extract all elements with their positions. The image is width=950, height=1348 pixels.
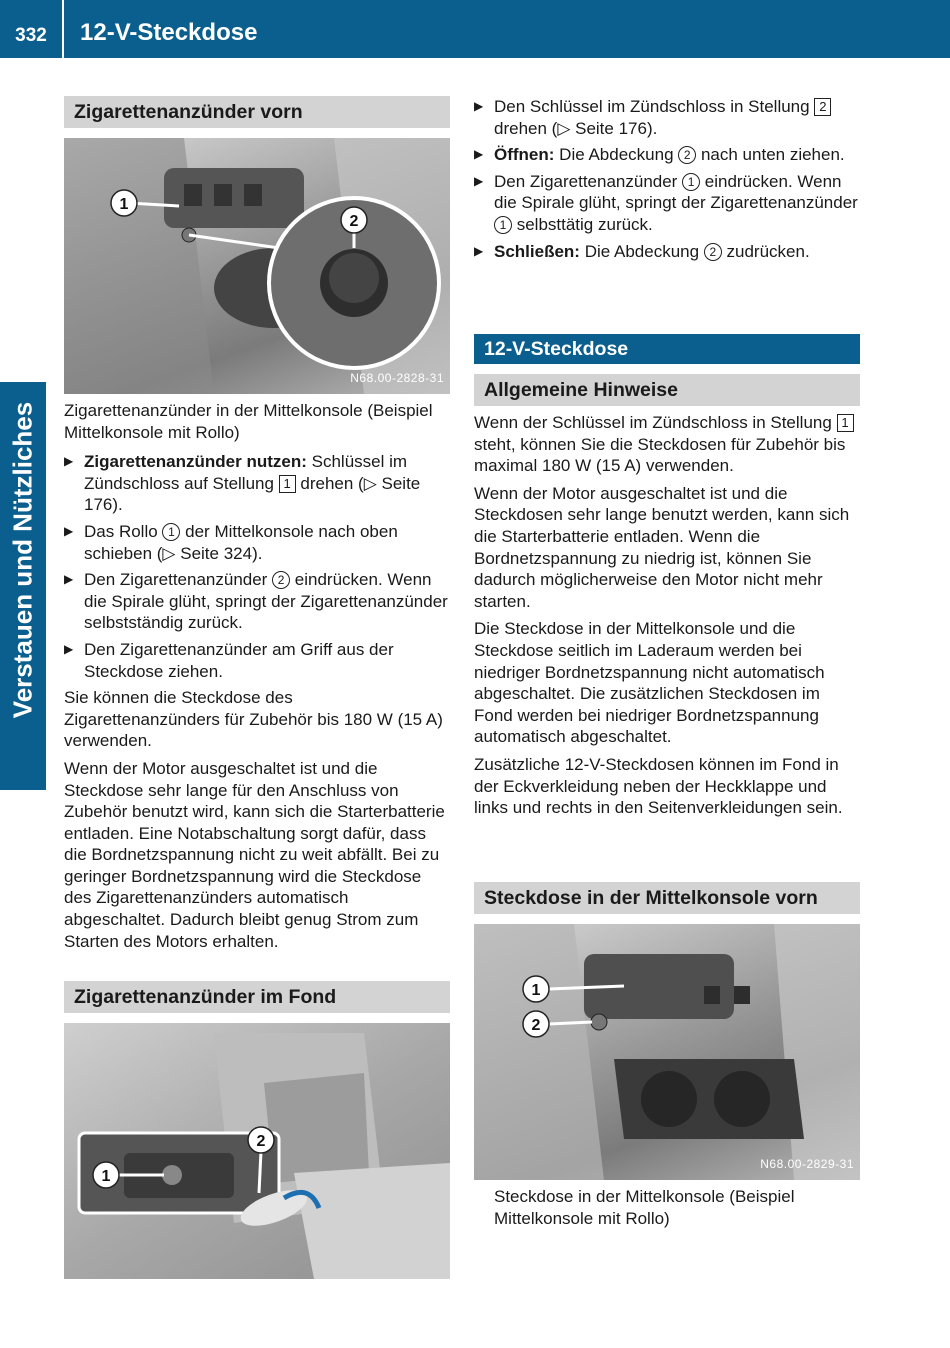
step-text: Die Abdeckung (579, 241, 704, 261)
callout-1: 1 (101, 1168, 111, 1185)
callout-2: 2 (256, 1133, 266, 1150)
instruction-list (474, 96, 860, 262)
circled-number: 2 (678, 146, 696, 164)
circled-number: 1 (494, 216, 512, 234)
right-column-lower (474, 882, 860, 1237)
step-label: Schließen: (494, 241, 580, 261)
right-column (474, 96, 860, 267)
step-text: Den Zigarettenanzünder (494, 171, 683, 191)
step-text: Den Zigarettenanzünder (84, 570, 273, 590)
list-item (64, 569, 450, 634)
image-caption: Zigarettenanzünder in der Mittelkonsole (Beispiel Mittelkonsole mit Rollo) (64, 401, 433, 442)
paragraph-text: steht, können Sie die Steckdosen für Zubehör bis maximal 180 W (15 A) verwenden. (474, 434, 846, 476)
image-code: N68.00-2828-31 (350, 371, 444, 386)
section-heading-12v: 12-V-Steckdose (474, 334, 860, 364)
side-chapter-label: Verstauen und Nützliches (7, 401, 38, 719)
page-title: 12-V-Steckdose (80, 19, 258, 46)
paragraph: Sie können die Steckdose des Zigarettenanzünders für Zubehör bis 180 W (15 A) verwenden. (64, 688, 443, 751)
image-caption: Steckdose in der Mittelkonsole (Beispiel Mittelkonsole mit Rollo) (494, 1187, 795, 1228)
step-text: Den Zigarettenanzünder am Griff aus der Steckdose ziehen. (84, 639, 394, 681)
step-text: eindrücken. Wenn die Spirale glüht, springt der Zigarettenanzünder selbstständig zurück. (84, 570, 448, 633)
header-divider (62, 0, 64, 58)
callout-2: 2 (531, 1017, 541, 1034)
list-item (474, 96, 860, 139)
step-text: Schlüssel im Zündschloss auf Stellung (84, 452, 408, 493)
section-heading-center-console-socket: Steckdose in der Mittelkonsole vorn (474, 882, 860, 914)
circled-number: 1 (162, 523, 180, 541)
circled-number: 2 (704, 243, 722, 261)
step-text: eindrücken. Wenn die Spirale glüht, springt der Zigarettenanzünder (494, 171, 858, 213)
step-text: der Mittelkonsole nach oben schieben (▷ Seite 324). (84, 521, 398, 563)
paragraph (474, 412, 860, 477)
photo-rear-lighter (64, 1023, 450, 1279)
photo-center-console-socket (474, 924, 860, 1180)
key-position-badge: 2 (814, 98, 831, 116)
callout-1: 1 (119, 196, 129, 213)
left-column-lower (64, 981, 450, 1279)
instruction-list (64, 451, 450, 682)
step-text: selbsttätig zurück. (512, 214, 653, 234)
step-text: Den Schlüssel im Zündschloss in Stellung (494, 97, 815, 116)
paragraph-text: Wenn der Schlüssel im Zündschloss in Stellung (474, 413, 837, 432)
list-item (64, 639, 450, 682)
list-item (64, 451, 450, 516)
step-label: Zigarettenanzünder nutzen: (84, 452, 307, 472)
paragraph: Wenn der Motor ausgeschaltet ist und die Steckdose sehr lange für den Anschluss von Zubehör benutzt wird, kann sich die Starterbatterie entladen. Eine Notabschaltung sorgt dafür, dass die Bordnetzspannung nicht zu weit abfällt. Bei zu geringer Bordnetzspannung wird die Steckdose des Zigarettenanzünders automatisch abgeschaltet. Dadurch bleibt genug Strom zum Starten des Motors erhalten. (64, 758, 445, 951)
section-heading-front-lighter: Zigarettenanzünder vorn (64, 96, 450, 128)
list-item (474, 241, 860, 263)
page-header (0, 0, 950, 58)
list-item (474, 171, 860, 236)
right-column-section (474, 334, 860, 825)
step-text: nach unten ziehen. (696, 145, 845, 165)
left-column (64, 96, 450, 958)
photo-front-lighter-illustration (64, 138, 450, 394)
step-text: drehen (▷ Seite 176). (84, 473, 421, 515)
step-label: Öffnen: (494, 145, 555, 165)
circled-number: 2 (272, 571, 290, 589)
callout-1: 1 (531, 982, 541, 999)
step-text: Die Abdeckung (554, 145, 679, 165)
key-position-badge: 1 (837, 414, 854, 432)
step-text: Das Rollo (84, 521, 163, 541)
photo-rear-lighter-illustration (64, 1023, 450, 1279)
subsection-heading-general: Allgemeine Hinweise (474, 374, 860, 406)
circled-number: 1 (682, 173, 700, 191)
photo-center-console-socket-illustration (474, 924, 860, 1180)
step-text: zudrücken. (721, 241, 810, 261)
image-code: N68.00-2829-31 (760, 1157, 854, 1172)
page-number: 332 (15, 25, 47, 46)
key-position-badge: 1 (279, 475, 296, 493)
paragraph: Zusätzliche 12-V-Steckdosen können im Fond in der Eckverkleidung neben der Heckklappe und links und rechts in den Seitenverkleidungen sein. (474, 754, 843, 818)
paragraph: Die Steckdose in der Mittelkonsole und die Steckdose seitlich im Laderaum werden bei niedriger Bordnetzspannung nicht automatisch abgeschaltet. Die zusätzlichen Steckdosen im Fond werden bei niedriger Bordnetzspannung automatisch abgeschaltet. (474, 619, 825, 747)
paragraph: Wenn der Motor ausgeschaltet ist und die Steckdosen sehr lange benutzt werden, kann sich die Starterbatterie entladen. Wenn die Bordnetzspannung zu niedrig ist, können Sie dadurch möglicherweise den Motor nicht mehr starten. (474, 483, 850, 611)
step-text: drehen (▷ Seite 176). (494, 118, 658, 138)
photo-front-lighter (64, 138, 450, 394)
list-item (64, 521, 450, 564)
section-heading-rear-lighter: Zigarettenanzünder im Fond (64, 981, 450, 1013)
list-item (474, 144, 860, 166)
callout-2: 2 (349, 213, 359, 230)
